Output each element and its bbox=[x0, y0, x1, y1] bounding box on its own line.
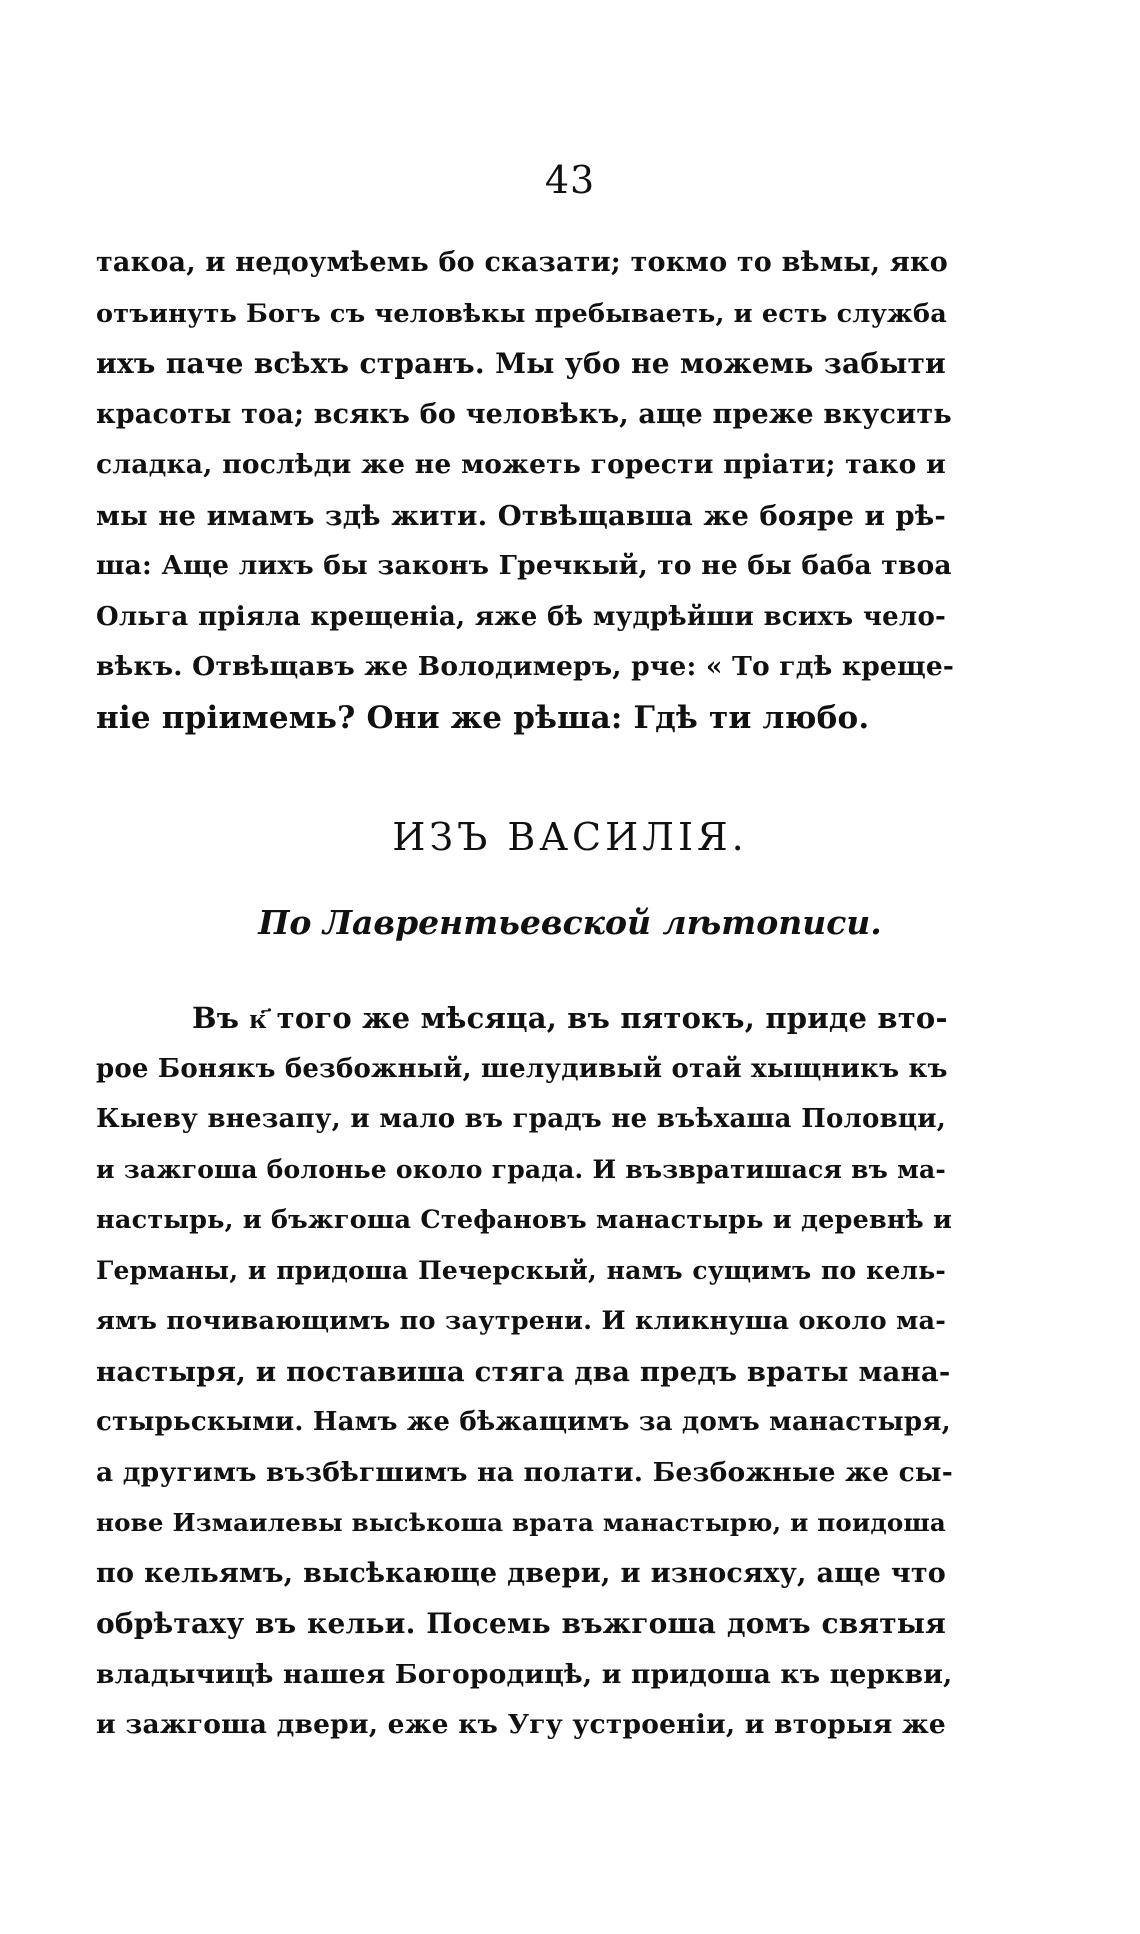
text-line: Ольга пріяла крещеніа, яже бѣ мудрѣйши всихъ чело- bbox=[96, 601, 946, 632]
text-line: и зажгоша болонье около града. И възвратишася въ ма- bbox=[96, 1154, 946, 1184]
paragraph-1 bbox=[96, 238, 955, 743]
text-line: стырьскыми. Намъ же бѣжащимъ за домъ манастыря, bbox=[96, 1407, 951, 1437]
text-line: такоа, и недоумѣемь бо сказати; токмо то вѣмы, яко bbox=[96, 247, 948, 278]
text-line: красоты тоа; всякъ бо человѣкъ, аще преже вкусить bbox=[96, 398, 952, 430]
text-line: настыря, и поставиша стяга два предъ враты мана- bbox=[96, 1355, 951, 1388]
text-line: настырь, и бъжгоша Стефановъ манастырь и деревнѣ и bbox=[96, 1205, 953, 1235]
text-line: ямъ почивающимъ по заутрени. И кликнуша около ма- bbox=[96, 1306, 946, 1336]
text-line: ихъ паче всѣхъ странъ. Мы убо не можемь забыти bbox=[96, 347, 946, 380]
text-line: владычицѣ нашея Богородицѣ, и придоша къ церкви, bbox=[96, 1658, 953, 1690]
paragraph-2 bbox=[96, 993, 953, 1751]
text-line: Въ к҃ того же мѣсяца, въ пятокъ, приде вто- bbox=[192, 1001, 948, 1035]
text-line: мы не имамъ здѣ жити. Отвѣщавша же бояре и рѣ- bbox=[96, 499, 946, 532]
text-line: ніе пріимемь? Они же рѣша: Гдѣ ти любо. bbox=[96, 699, 870, 736]
text-line: рое Бонякъ безбожный, шелудивый отай хыщникъ къ bbox=[96, 1053, 948, 1084]
text-line: и зажгоша двери, еже къ Угу устроеніи, и вторыя же bbox=[96, 1709, 946, 1740]
text-line: сладка, послѣди же не можеть горести пріати; тако и bbox=[96, 449, 946, 480]
section-subtitle: По Лаврентьевской лѣтописи. bbox=[258, 903, 882, 942]
section-title: ИЗЪ ВАСИЛІЯ. bbox=[392, 815, 748, 859]
text-line: обрѣтаху въ кельи. Посемь въжгоша домъ святыя bbox=[96, 1607, 946, 1640]
text-line: вѣкъ. Отвѣщавъ же Володимеръ, рче: « То гдѣ креще- bbox=[96, 651, 955, 682]
text-line: нове Измаилевы высѣкоша врата манастырю, и поидоша bbox=[96, 1508, 946, 1537]
text-line: Германы, и придоша Печерскый, намъ сущимъ по кель- bbox=[96, 1255, 946, 1285]
text-line: по кельямъ, высѣкающе двери, и износяху, аще что bbox=[96, 1557, 946, 1589]
page-number: 43 bbox=[544, 158, 596, 202]
text-line: ша: Аще лихъ бы законъ Гречкый, то не бы баба твоа bbox=[96, 550, 952, 581]
text-line: а другимъ възбѣгшимъ на полати. Безбожные же сы- bbox=[96, 1456, 953, 1488]
text-line: Кыеву внезапу, и мало въ градъ не въѣхаша Половци, bbox=[96, 1104, 946, 1134]
text-line: отъинуть Богъ съ человѣкы пребываеть, и есть служба bbox=[96, 298, 947, 329]
